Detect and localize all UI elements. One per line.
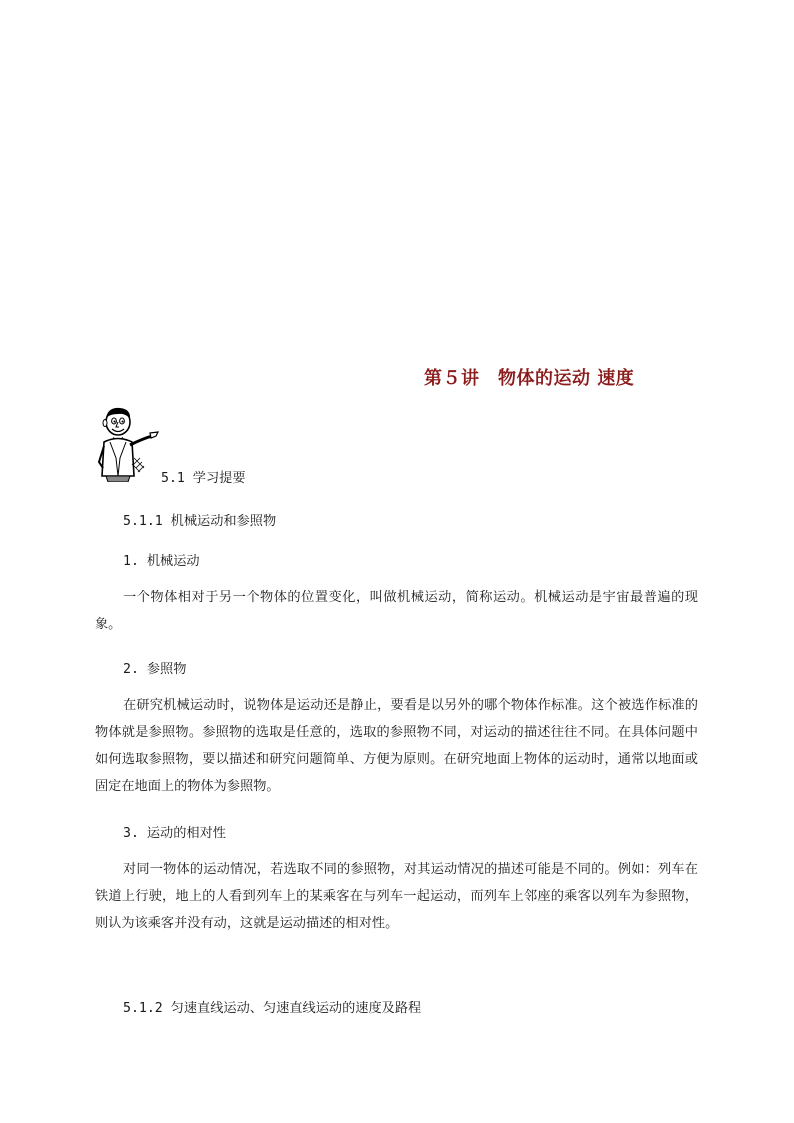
paragraph-relativity-of-motion: 对同一物体的运动情况，若选取不同的参照物，对其运动情况的描述可能是不同的。例如：列车在铁道上行驶，地上的人看到列车上的某乘客在与列车一起运动，而列车上邻座的乘客以列车为参照物，则认为该乘客并没有动，这就是运动描述的相对性。	[95, 862, 698, 931]
lecture-title: 第５讲 物体的运动 速度	[424, 368, 635, 389]
subheading-relativity-of-motion: 3. 运动的相对性	[123, 826, 226, 841]
subheading-reference-object: 2. 参照物	[123, 662, 187, 677]
section-heading-5-1: 5.1 学习提要	[161, 471, 246, 486]
paragraph-reference-object: 在研究机械运动时，说物体是运动还是静止，要看是以另外的哪个物体作标准。这个被选作标准的物体就是参照物。参照物的选取是任意的，选取的参照物不同，对运动的描述往往不同。在具体问题中如何选取参照物，要以描述和研究问题简单、方便为原则。在研究地面上物体的运动时，通常以地面或固定在地面上的物体为参照物。	[95, 698, 698, 794]
subheading-mechanical-motion: 1. 机械运动	[123, 554, 200, 569]
section-heading-5-1-2: 5.1.2 匀速直线运动、匀速直线运动的速度及路程	[123, 1001, 422, 1016]
pointing-man-illustration	[94, 406, 160, 482]
paragraph-mechanical-motion: 一个物体相对于另一个物体的位置变化，叫做机械运动，简称运动。机械运动是宇宙最普遍的现象。	[95, 590, 698, 632]
section-heading-5-1-1: 5.1.1 机械运动和参照物	[123, 514, 277, 529]
